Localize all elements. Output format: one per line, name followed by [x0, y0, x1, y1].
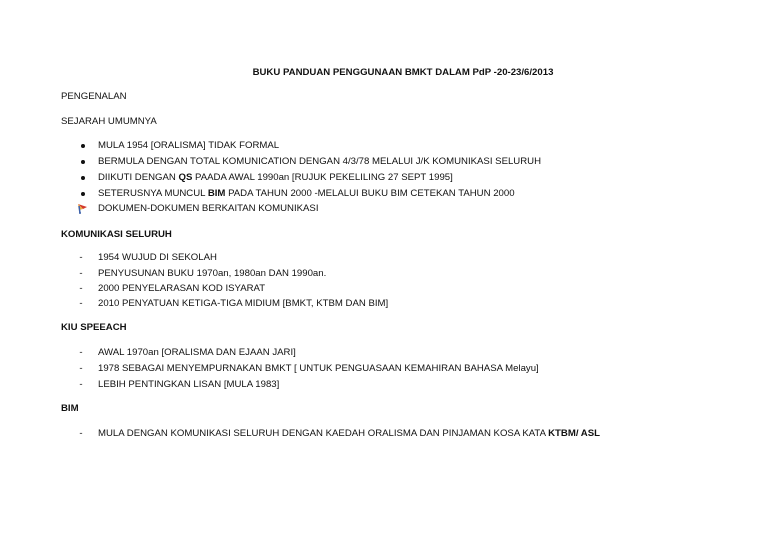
list-item-text: DOKUMEN-DOKUMEN BERKAITAN KOMUNIKASI: [98, 203, 319, 214]
dash-marker: -: [79, 428, 83, 439]
dash-marker: -: [79, 379, 83, 390]
bullet-icon: [81, 160, 85, 164]
dash-marker: -: [79, 268, 83, 279]
list-item-text: DIIKUTI DENGAN QS PAADA AWAL 1990an [RUJUK PEKELILING 27 SEPT 1995]: [98, 172, 453, 183]
dash-marker: -: [79, 347, 83, 358]
heading-pengenalan: PENGENALAN: [61, 91, 127, 102]
list-item-text: PENYUSUNAN BUKU 1970an, 1980an DAN 1990an.: [98, 268, 327, 279]
dash-marker: -: [79, 363, 83, 374]
dash-marker: -: [79, 298, 83, 309]
list-item-text: LEBIH PENTINGKAN LISAN [MULA 1983]: [98, 379, 280, 390]
dash-marker: -: [79, 252, 83, 263]
list-item-text: BERMULA DENGAN TOTAL KOMUNICATION DENGAN 4/3/78 MELALUI J/K KOMUNIKASI SELURUH: [98, 156, 542, 167]
heading-kiu-speeach: KIU SPEEACH: [61, 322, 127, 333]
list-item-text: 2010 PENYATUAN KETIGA-TIGA MIDIUM [BMKT, KTBM DAN BIM]: [98, 298, 389, 309]
pushpin-flag-icon: [76, 203, 88, 214]
list-item-text: 1954 WUJUD DI SEKOLAH: [98, 252, 217, 263]
dash-marker: -: [79, 283, 83, 294]
bullet-icon: [81, 192, 85, 196]
heading-bim: BIM: [61, 403, 79, 414]
bullet-icon: [81, 176, 85, 180]
heading-sejarah-umumnya: SEJARAH UMUMNYA: [61, 116, 157, 127]
list-item-text: MULA 1954 [ORALISMA] TIDAK FORMAL: [98, 140, 280, 151]
list-item-text: 2000 PENYELARASAN KOD ISYARAT: [98, 283, 266, 294]
list-item-text: MULA DENGAN KOMUNIKASI SELURUH DENGAN KAEDAH ORALISMA DAN PINJAMAN KOSA KATA KTBM/ ASL: [98, 428, 600, 439]
list-item-text: AWAL 1970an [ORALISMA DAN EJAAN JARI]: [98, 347, 296, 358]
list-item-text: 1978 SEBAGAI MENYEMPURNAKAN BMKT [ UNTUK PENGUASAAN KEMAHIRAN BAHASA Melayu]: [98, 363, 539, 374]
document-title: BUKU PANDUAN PENGGUNAAN BMKT DALAM PdP -20-23/6/2013: [252, 67, 554, 78]
list-item-text: SETERUSNYA MUNCUL BIM PADA TAHUN 2000 -MELALUI BUKU BIM CETEKAN TAHUN 2000: [98, 188, 515, 199]
heading-komunikasi-seluruh: KOMUNIKASI SELURUH: [61, 229, 172, 240]
bullet-icon: [81, 144, 85, 148]
